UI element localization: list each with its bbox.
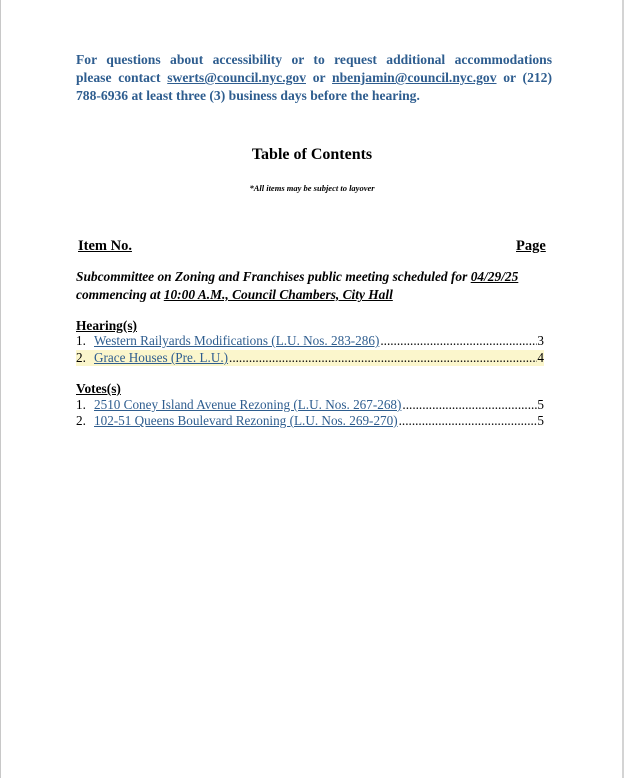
toc-page-number: 4 <box>537 350 544 365</box>
dot-leader <box>379 333 537 349</box>
dot-leader <box>398 413 538 429</box>
toc-row-vote-2[interactable] <box>76 413 544 429</box>
dot-leader <box>401 397 537 413</box>
toc-row-hearing-2[interactable] <box>76 350 544 366</box>
dot-leader <box>228 350 537 366</box>
toc-row-vote-1[interactable] <box>76 397 544 413</box>
toc-row-number: 1. <box>76 397 86 412</box>
toc-link-western-railyards[interactable]: Western Railyards Modifications (L.U. Nos. 283-286) <box>94 333 380 348</box>
accessibility-contact-notice <box>76 51 552 105</box>
meeting-line-2 <box>76 286 552 304</box>
meeting-line-1-text: Subcommittee on Zoning and Franchises public meeting scheduled for <box>76 269 471 284</box>
email-link-swerts[interactable]: swerts@council.nyc.gov <box>167 70 306 85</box>
toc-page-number: 3 <box>537 333 544 348</box>
meeting-date: 04/29/25 <box>470 269 519 284</box>
toc-row-number: 1. <box>76 333 86 348</box>
meeting-description <box>76 268 552 304</box>
meeting-line-1 <box>76 268 552 286</box>
contact-line-2-mid: or <box>306 70 333 85</box>
toc-title: Table of Contents <box>251 146 373 163</box>
contact-line-3: 788-6936 at least three (3) business days before the hearing. <box>76 88 420 103</box>
contact-line-1: For questions about accessibility or to request additional accommodations <box>76 52 552 67</box>
toc-link-grace-houses[interactable]: Grace Houses (Pre. L.U.) <box>94 350 229 365</box>
contact-line-2 <box>76 69 552 87</box>
toc-link-queens-boulevard[interactable]: 102-51 Queens Boulevard Rezoning (L.U. Nos. 269-270) <box>94 413 398 428</box>
toc-row-hearing-1[interactable] <box>76 333 544 349</box>
hearings-heading: Hearing(s) <box>76 318 137 333</box>
toc-row-number: 2. <box>76 413 86 428</box>
email-link-nbenjamin[interactable]: nbenjamin@council.nyc.gov <box>332 70 497 85</box>
meeting-line-2-text: commencing at <box>76 287 164 302</box>
column-header-item-no: Item No. <box>78 238 132 254</box>
column-header-page: Page <box>516 238 546 254</box>
toc-row-number: 2. <box>76 350 86 365</box>
votes-heading: Votes(s) <box>76 381 121 396</box>
toc-page-number: 5 <box>537 397 544 412</box>
layover-note: *All items may be subject to layover <box>249 183 375 193</box>
contact-line-2-suffix: or (212) <box>496 70 552 85</box>
contact-line-2-prefix: please contact <box>76 70 168 85</box>
meeting-time-place: 10:00 A.M., Council Chambers, City Hall <box>163 287 393 302</box>
toc-page-number: 5 <box>537 413 544 428</box>
toc-link-coney-island-avenue[interactable]: 2510 Coney Island Avenue Rezoning (L.U. Nos. 267-268) <box>94 397 402 412</box>
page-edge-left <box>0 0 1 778</box>
